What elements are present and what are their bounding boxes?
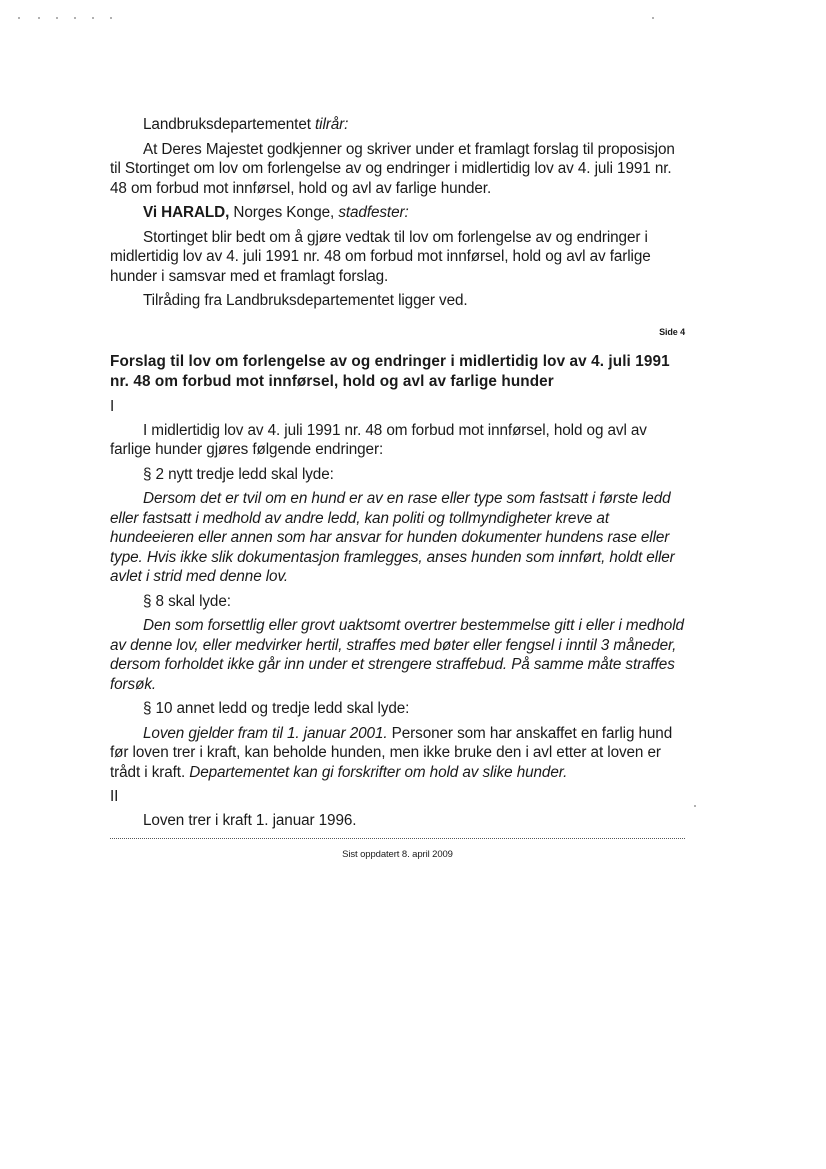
paragraph-10-italic-a: Loven gjelder fram til 1. januar 2001. [143,724,388,742]
scan-speck [56,17,58,19]
recommendation-paragraph: At Deres Majestet godkjenner og skriver under et framlagt forslag til proposisjon til Stortinget om lov om forlengelse av og endringer i midlertidig lov av 4. juli 1991 nr. 48 om forbud mot innførsel, hold og avl av farlige hunder. [110,140,675,197]
tilrading-paragraph: Tilråding fra Landbruksdepartementet ligger ved. [143,292,468,309]
section-two-numeral: II [110,788,119,805]
king-verb: stadfester: [338,204,409,221]
paragraph-2-text: Dersom det er tvil om en hund er av en rase eller type som fastsatt i første ledd eller fastsatt i medhold av andre ledd, kan politi og tollmyndigheter kreve at hundeeieren eller annen som har ansvar for hunden dokumenter hundens rase eller type. Hvis ikke slik dokumentasjon framlegges, anses hunden som innført, holdt eller avlet i strid med denne lov. [110,490,675,585]
last-updated: Sist oppdatert 8. april 2009 [342,849,453,860]
paragraph-2-intro: § 2 nytt tredje ledd skal lyde: [143,465,334,483]
page-label: Side 4 [659,326,685,337]
proposal-heading: Forslag til lov om forlengelse av og endringer i midlertidig lov av 4. juli 1991 nr. 48 om forbud mot innførsel, hold og avl av farlige hunder [110,353,670,390]
section-one-text: I midlertidig lov av 4. juli 1991 nr. 48 om forbud mot innførsel, hold og avl av farlige hunder gjøres følgende endringer: [110,421,647,458]
scan-speck [74,17,76,19]
paragraph-10-plain: Personer som har anskaffet en farlig hund før loven trer i kraft, kan beholde hunden, men ikke bruke den i avl etter at loven er trådt i kraft. [110,724,673,781]
scan-speck [92,17,94,19]
scan-speck [38,17,40,19]
dept-verb: tilrår: [315,116,349,133]
document-body [110,115,685,865]
dept-recommends [110,115,685,135]
paragraph-10-text [110,724,685,783]
storting-paragraph: Stortinget blir bedt om å gjøre vedtak til lov om forlengelse av og endringer i midlertidig lov av 4. juli 1991 nr. 48 om forbud mot innførsel, hold og avl av farlige hunder i samsvar med et framlagt forslag. [110,228,651,285]
footer-divider [110,838,685,839]
king-title: Norges Konge, [229,204,339,221]
dept-name: Landbruksdepartementet [143,116,316,133]
scan-speck [652,17,654,19]
paragraph-8-text: Den som forsettlig eller grovt uaktsomt overtrer bestemmelse gitt i eller i medhold av denne lov, eller medvirker hertil, straffes med bøter eller fengsel i inntil 3 måneder, dersom forholdet ikke går inn under et strengere straffebud. På samme måte straffes forsøk. [110,617,684,693]
scan-speck [110,17,112,19]
paragraph-10-intro: § 10 annet ledd og tredje ledd skal lyde: [143,700,410,717]
section-one-numeral: I [110,398,115,415]
section-two-text: Loven trer i kraft 1. januar 1996. [143,811,357,829]
paragraph-10-italic-b: Departementet kan gi forskrifter om hold av slike hunder. [189,763,568,781]
king-name: Vi HARALD, [143,204,230,221]
scan-speck [694,805,696,807]
paragraph-8-intro: § 8 skal lyde: [143,592,231,610]
scan-speck [18,17,20,19]
king-line [110,203,685,223]
